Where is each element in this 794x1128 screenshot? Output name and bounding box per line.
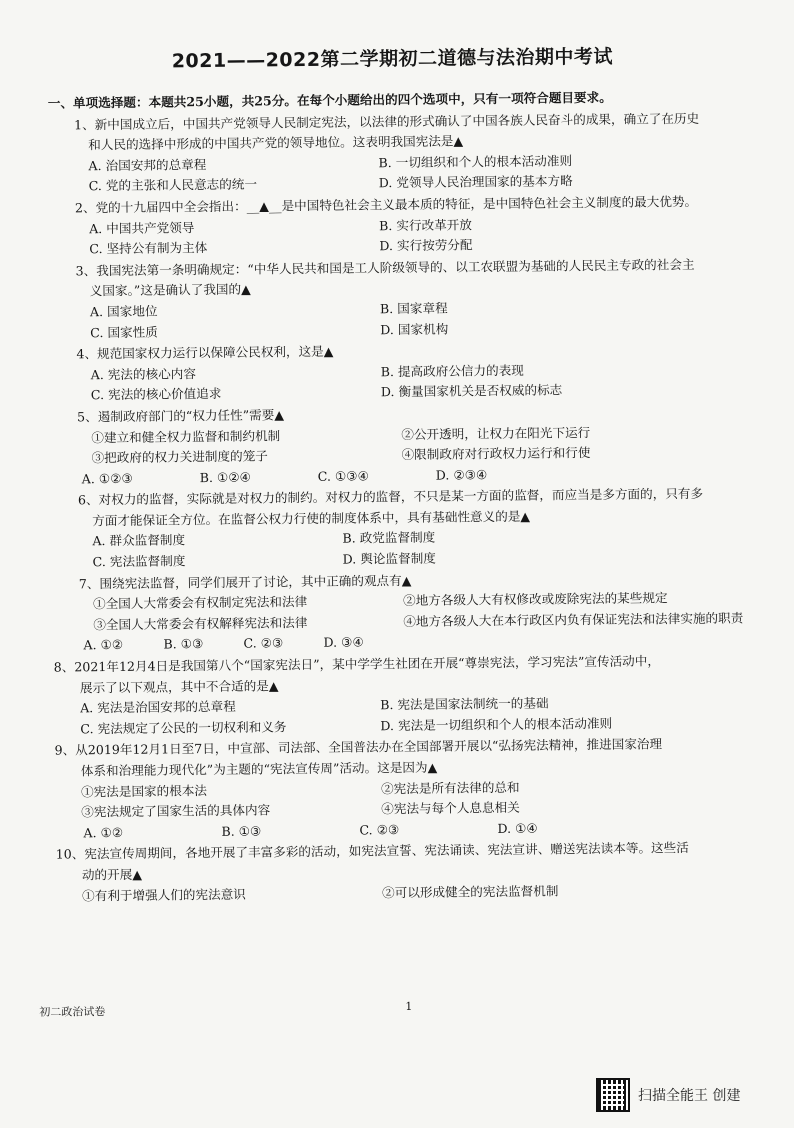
option-d: D. 舆论监督制度 [342,550,436,567]
option-a: A. 国家地位 [89,303,158,320]
question-10 [56,837,789,906]
statement-1: ①建立和健全权力监督和制约机制 [91,427,281,445]
option-a: A. 宪法的核心内容 [90,365,197,382]
question-stem: 义国家。”这是确认了我国的▲ [89,281,251,299]
option-b: B. 一切组织和个人的根本活动准则 [378,152,573,170]
statement-4: ④宪法与每个人息息相关 [381,799,520,817]
option-c: C. 宪法的核心价值追求 [90,386,222,403]
question-stem: 6、对权力的监督，实际就是对权力的制约。对权力的监督，不只是某一方面的监督，而应当是多方面的，只有多 [77,486,704,508]
question-stem: 1、新中国成立后，中国共产党领导人民制定宪法，以法律的形式确认了中国各族人民奋斗的成果，确立了在历史 [73,110,700,132]
question-stem: 5、遏制政府部门的“权力任性”需要▲ [77,407,285,425]
statement-3: ③全国人大常委会有权解释宪法和法律 [93,614,308,633]
statement-2: ②可以形成健全的宪法监督机制 [382,882,559,900]
qr-code-icon [596,1078,630,1112]
option-c: C. 国家性质 [90,324,158,340]
question-6 [52,483,785,573]
exam-content [48,86,788,907]
option-b: B. ①③ [221,823,262,839]
statement-1: ①有利于增强人们的宪法意识 [82,886,246,903]
option-d: D. ②③④ [435,466,488,483]
question-stem: 2、党的十九届四中全会指出：__▲__是中国特色社会主义最本质的特征，是中国特色社会主义制度的最大优势。 [74,193,698,216]
statement-2: ②公开透明，让权力在阳光下运行 [401,424,591,442]
question-1 [48,108,781,198]
statement-3: ③宪法规定了国家生活的具体内容 [81,802,271,820]
page-number: 1 [405,999,413,1013]
option-c: C. 宪法监督制度 [92,553,186,570]
option-d: D. 国家机构 [380,321,449,337]
question-9 [55,733,788,844]
option-a: A. 宪法是治国安邦的总章程 [80,698,236,716]
option-c: C. ②③ [359,821,400,838]
option-a: A. ①② [83,824,124,841]
option-b: B. ①②④ [199,469,251,485]
statement-2: ②地方各级人大有权修改或废除宪法的某些规定 [402,590,668,609]
question-stem: 3、我国宪法第一条明确规定：“中华人民共和国是工人阶级领导的、以工农联盟为基础的人民民主专政的社会主 [75,256,695,279]
section-heading: 一、单项选择题：本题共25小题，共25分。在每个小题给出的四个选项中，只有一项符合题目要求。 [47,89,612,111]
statement-1: ①宪法是国家的根本法 [80,782,208,799]
statement-4: ④地方各级人大在本行政区内负有保证宪法和法律实施的职责 [403,610,744,629]
option-d: D. 衡量国家机关是否权威的标志 [380,382,563,400]
option-d: D. 实行按劳分配 [379,237,473,254]
option-a: A. 中国共产党领导 [89,219,195,236]
question-5 [51,400,784,490]
option-d: D. ③④ [323,634,364,651]
option-c: C. 党的主张和人民意志的统一 [88,176,258,194]
option-b: B. 提高政府公信力的表现 [380,362,524,379]
option-d: D. 宪法是一切组织和个人的根本活动准则 [380,715,613,734]
option-a: A. ①② [83,637,124,653]
footer-paper-name: 初二政治试卷 [39,1005,106,1019]
question-2 [49,191,782,260]
option-b: B. 政党监督制度 [342,530,436,547]
option-b: B. 宪法是国家法制统一的基础 [380,695,549,713]
scanner-label: 扫描全能王 创建 [638,1088,741,1104]
statement-4: ④限制政府对行政权力运行和行使 [401,445,591,463]
question-4 [50,337,783,406]
exam-title: 2021——2022第二学期初二道德与法治期中考试 [171,45,614,73]
option-a: A. ①②③ [81,470,133,487]
option-c: C. ①③④ [317,468,369,484]
option-b: B. ①③ [163,636,204,652]
option-c: C. 宪法规定了公民的一切权利和义务 [80,719,287,737]
statement-1: ①全国人大常委会有权制定宪法和法律 [92,594,308,612]
question-stem: 8、2021年12月4日是我国第八个“国家宪法日”，某中学学生社团在开展“尊崇宪法，学习宪法”宣传活动中， [53,653,660,675]
question-stem: 9、从2019年12月1日至7日，中宣部、司法部、全国普法办在全国部署开展以“弘扬宪法精神，推进国家治理 [54,736,663,759]
option-d: D. 党领导人民治理国家的基本方略 [378,173,573,191]
question-stem: 和人民的选择中形成的中国共产党的领导地位。这表明我国宪法是▲ [88,133,464,153]
option-b: B. 实行改革开放 [379,216,473,233]
statement-3: ③把政府的权力关进制度的笼子 [91,448,268,466]
question-stem: 7、围绕宪法监督，同学们展开了讨论，其中正确的观点有▲ [78,572,412,592]
question-stem: 10、宪法宣传周期间，各地开展了丰富多彩的活动，如宪法宣誓、宪法诵读、宪法宣讲、赠送宪法读本等。这些活 [55,840,689,862]
question-stem: 方面才能保证全方位。在监督公权力行使的制度体系中，具有基础性意义的是▲ [92,508,531,529]
question-stem: 展示了以下观点，其中不合适的是▲ [79,677,279,695]
question-7 [53,567,786,657]
option-a: A. 群众监督制度 [92,532,186,549]
question-stem: 体系和治理能力现代化”为主题的“宪法宣传周”活动。这是因为▲ [80,759,438,779]
question-8 [54,650,787,740]
option-c: C. 坚持公有制为主体 [89,240,208,257]
question-stem: 动的开展▲ [81,866,143,883]
question-3 [49,254,782,344]
option-d: D. ①④ [497,820,538,836]
statement-2: ②宪法是所有法律的总和 [380,779,520,796]
question-stem: 4、规范国家权力运行以保障公民权利，这是▲ [76,343,334,362]
option-c: C. ②③ [243,635,284,652]
scanner-watermark [596,1078,740,1112]
option-b: B. 国家章程 [379,300,448,317]
option-a: A. 治国安邦的总章程 [88,156,207,174]
